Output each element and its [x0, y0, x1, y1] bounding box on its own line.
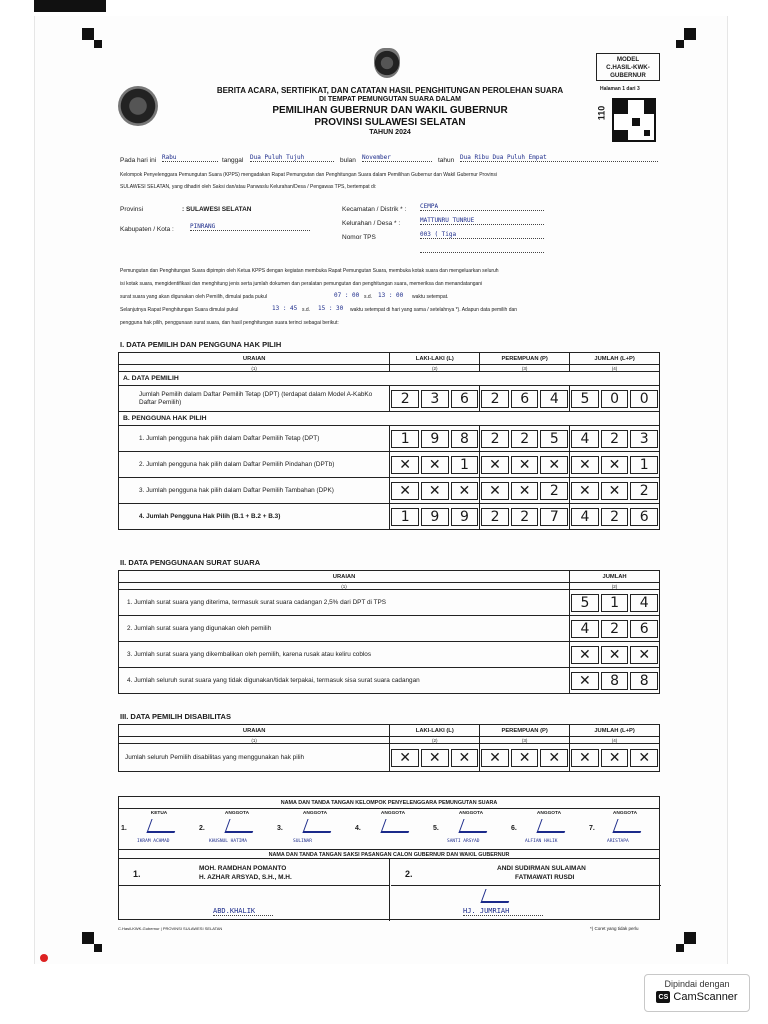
digit-box[interactable]: 7 [540, 508, 568, 526]
end-time-2: 15 : 30 [318, 305, 344, 312]
category-b-label: B. PENGGUNA HAK PILIH [119, 412, 660, 426]
digit-box[interactable]: ✕ [571, 482, 599, 500]
member-number: 2. [199, 825, 205, 832]
saksi-slot[interactable] [119, 859, 390, 921]
col-number: (2) [390, 365, 480, 372]
digit-box[interactable]: 8 [451, 430, 479, 448]
digit-box[interactable]: ✕ [391, 456, 419, 474]
member-name: SULINAR [293, 839, 312, 844]
signature-scribble [612, 819, 645, 833]
member-role: ANGGOTA [224, 811, 250, 816]
registration-mark [676, 40, 684, 48]
province-emblem-icon [118, 86, 158, 126]
digit-box[interactable]: ✕ [451, 482, 479, 500]
col-jumlah: JUMLAH (L+P) [570, 725, 660, 737]
camscanner-badge [644, 974, 750, 1012]
digit-box[interactable]: 4 [630, 594, 658, 612]
digit-cells [390, 426, 480, 452]
member-role: ANGGOTA [612, 811, 638, 816]
registration-mark [94, 40, 102, 48]
col-number: (3) [480, 737, 570, 744]
digit-cells [570, 386, 660, 412]
page-indicator: Halaman 1 dari 3 [600, 86, 640, 92]
digit-cells [570, 668, 660, 694]
signature-scribble [146, 819, 179, 833]
digit-box[interactable]: ✕ [571, 749, 599, 767]
member-name: ALFIAN HALIK [525, 839, 558, 844]
col-number: (2) [390, 737, 480, 744]
registration-mark [684, 28, 696, 40]
col-uraian: URAIAN [119, 725, 390, 737]
digit-cells [390, 452, 480, 478]
digit-box[interactable]: 2 [630, 482, 658, 500]
document-title-line3: PEMILIHAN GUBERNUR DAN WAKIL GUBERNUR [272, 105, 508, 116]
digit-box[interactable]: 2 [391, 390, 419, 408]
qr-code-icon [612, 98, 656, 142]
digit-box[interactable]: 3 [630, 430, 658, 448]
digit-box[interactable]: ✕ [421, 456, 449, 474]
digit-box[interactable]: 6 [630, 508, 658, 526]
col-number: (2) [570, 583, 660, 590]
member-name: SANTI ARSYAD [447, 839, 480, 844]
digit-cells [570, 426, 660, 452]
registration-mark [676, 944, 684, 952]
tanggal-label: tanggal [222, 157, 244, 164]
member-number: 3. [277, 825, 283, 832]
member-number: 6. [511, 825, 517, 832]
divider [119, 885, 390, 886]
member-role: ANGGOTA [380, 811, 406, 816]
col-number: (4) [570, 365, 660, 372]
digit-cells [480, 504, 570, 530]
body-paragraph-3: surat suara yang akan digunakan oleh Pemilih, dimulai pada pukul [120, 294, 268, 300]
nomor-tps-label: Nomor TPS [342, 234, 376, 241]
saksi-signature-name: ABD.KHALIK [213, 907, 273, 916]
digit-box[interactable]: 9 [451, 508, 479, 526]
member-number: 4. [355, 825, 361, 832]
digit-box[interactable]: ✕ [481, 482, 509, 500]
digit-cells [390, 386, 480, 412]
digit-box[interactable]: ✕ [391, 749, 419, 767]
col-number: (1) [119, 365, 390, 372]
model-line: C.HASIL-KWK- [606, 64, 650, 71]
digit-cells [480, 426, 570, 452]
digit-box[interactable]: 2 [601, 430, 629, 448]
col-number: (1) [119, 583, 570, 590]
signature-slot[interactable] [431, 811, 508, 849]
digit-box[interactable]: ✕ [601, 482, 629, 500]
digit-box[interactable]: ✕ [601, 456, 629, 474]
saksi-signature-heading: NAMA DAN TANDA TANGAN SAKSI PASANGAN CALON GUBERNUR DAN WAKIL GUBERNUR [119, 849, 659, 859]
col-number: (1) [119, 737, 390, 744]
digit-box[interactable]: 2 [601, 508, 629, 526]
saksi-candidate-2: H. AZHAR ARSYAD, S.H., M.H. [199, 874, 292, 881]
digit-box[interactable]: ✕ [540, 749, 568, 767]
model-line: MODEL [616, 56, 640, 63]
nomor-tps-value: 003 ( Tiga [420, 231, 544, 239]
waktu-setempat-1: waktu setempat. [412, 294, 449, 300]
signature-slot[interactable] [119, 811, 196, 849]
digit-box[interactable]: 0 [601, 390, 629, 408]
signature-scribble [380, 819, 413, 833]
col-laki-laki: LAKI-LAKI (L) [390, 353, 480, 365]
digit-box[interactable]: 6 [511, 390, 539, 408]
digit-box[interactable]: 4 [571, 508, 599, 526]
member-role: ANGGOTA [458, 811, 484, 816]
digit-cells [480, 478, 570, 504]
digit-cells [480, 744, 570, 772]
digit-box[interactable]: 9 [421, 508, 449, 526]
digit-box[interactable]: 1 [601, 594, 629, 612]
signature-slot[interactable] [275, 811, 352, 849]
document-title-line4: PROVINSI SULAWESI SELATAN [314, 117, 466, 128]
signature-scribble [480, 889, 513, 903]
digit-cells [390, 478, 480, 504]
col-number: (4) [570, 737, 660, 744]
row-label-total: 4. Jumlah Pengguna Hak Pilih (B.1 + B.2 + B.3) [119, 504, 390, 530]
signature-scribble [224, 819, 257, 833]
model-code-box [596, 53, 660, 81]
signature-slot[interactable] [197, 811, 274, 849]
section-1-table [118, 352, 660, 530]
divider [391, 885, 661, 886]
section-3-table [118, 724, 660, 772]
body-paragraph-2: isi kotak suara, mengidentifikasi dan menghitung jenis serta jumlah dokumen dan peralatan pemungutan dan penghitungan suara, memeriksa dan menandatangani [120, 281, 483, 287]
body-paragraph-4b: waktu setempat di hari yang sama / setelahnya *). Adapun data pemilih dan [350, 307, 518, 313]
member-role: KETUA [150, 811, 168, 816]
digit-box[interactable]: ✕ [391, 482, 419, 500]
digit-box[interactable]: 2 [601, 620, 629, 638]
digit-box[interactable]: 4 [571, 620, 599, 638]
sd-label: s.d. [364, 294, 373, 300]
saksi-candidate-1: MOH. RAMDHAN POMANTO [199, 865, 287, 872]
signature-scribble [536, 819, 569, 833]
digit-box[interactable]: ✕ [421, 749, 449, 767]
digit-box[interactable]: ✕ [571, 456, 599, 474]
digit-box[interactable]: ✕ [571, 646, 599, 664]
digit-box[interactable]: 3 [421, 390, 449, 408]
camscanner-caption: Dipindai dengan [664, 979, 730, 989]
body-paragraph-4: Selanjutnya Rapat Penghitungan Suara dimulai pukul [120, 307, 239, 313]
row-label: Jumlah Pemilih dalam Daftar Pemilih Tetap (DPT) (terdapat dalam Model A-KabKo Daftar Pemilih) [119, 386, 390, 412]
kelurahan-label: Kelurahan / Desa * : [342, 220, 401, 227]
row-label: 3. Jumlah pengguna hak pilih dalam Daftar Pemilih Tambahan (DPK) [119, 478, 390, 504]
col-jumlah: JUMLAH [570, 571, 660, 583]
row-label: 2. Jumlah pengguna hak pilih dalam Daftar Pemilih Pindahan (DPTb) [119, 452, 390, 478]
saksi-signature-name: HJ. JUMRIAH [463, 907, 543, 916]
col-uraian: URAIAN [119, 571, 570, 583]
category-a-label: A. DATA PEMILIH [119, 372, 660, 386]
saksi-candidate-1: ANDI SUDIRMAN SULAIMAN [497, 865, 586, 872]
saksi-number: 2. [405, 869, 413, 879]
saksi-number: 1. [133, 869, 141, 879]
digit-cells [570, 478, 660, 504]
col-perempuan: PEREMPUAN (P) [480, 725, 570, 737]
digit-cells [570, 642, 660, 668]
document-title-line1: BERITA ACARA, SERTIFIKAT, DAN CATATAN HASIL PENGHITUNGAN PEROLEHAN SUARA [216, 86, 564, 95]
digit-box[interactable]: 2 [511, 508, 539, 526]
digit-box[interactable]: ✕ [421, 482, 449, 500]
digit-box[interactable]: 2 [481, 508, 509, 526]
member-number: 7. [589, 825, 595, 832]
digit-cells [570, 590, 660, 616]
digit-box[interactable]: 2 [481, 390, 509, 408]
digit-box[interactable]: ✕ [511, 749, 539, 767]
col-uraian: URAIAN [119, 353, 390, 365]
kecamatan-label: Kecamatan / Distrik * : [342, 206, 407, 213]
row-label: 1. Jumlah pengguna hak pilih dalam Daftar Pemilih Tetap (DPT) [119, 426, 390, 452]
footer-left: C.Hasil-KWK-Gubernur | PROVINSI SULAWESI SELATAN [118, 926, 223, 931]
section-3-heading: III. DATA PEMILIH DISABILITAS [120, 712, 231, 721]
col-perempuan: PEREMPUAN (P) [480, 353, 570, 365]
digit-box[interactable]: ✕ [481, 749, 509, 767]
digit-box[interactable]: ✕ [630, 646, 658, 664]
digit-box[interactable]: 4 [540, 390, 568, 408]
tps-extra-line [420, 252, 544, 253]
digit-box[interactable]: 1 [391, 508, 419, 526]
digit-box[interactable]: 9 [421, 430, 449, 448]
kecamatan-value: CEMPA [420, 203, 544, 211]
start-time-1: 07 : 00 [334, 292, 360, 299]
pada-hari-ini-label: Pada hari ini [120, 157, 157, 164]
signature-scribble [302, 819, 335, 833]
camscanner-brand [645, 991, 749, 1003]
member-name: KHUSNUL HATIMA [209, 839, 247, 844]
body-paragraph-5: pengguna hak pilih, penggunaan surat suara, dan hasil penghitungan suara terinci sebagai berikut: [120, 320, 339, 326]
scan-edge-mark [34, 0, 106, 12]
section-1-heading: I. DATA PEMILIH DAN PENGGUNA HAK PILIH [120, 340, 282, 349]
bulan-label: bulan [340, 157, 356, 164]
digit-box[interactable]: 1 [391, 430, 419, 448]
signature-slot[interactable] [587, 811, 661, 849]
model-line: GUBERNUR [610, 72, 646, 79]
document-title-line5: TAHUN 2024 [369, 129, 411, 136]
signature-slot[interactable] [353, 811, 430, 849]
saksi-slot[interactable] [391, 859, 661, 921]
digit-cells [480, 386, 570, 412]
row-label: 4. Jumlah seluruh surat suara yang tidak digunakan/tidak terpakai, termasuk sisa surat suara cadangan [119, 668, 570, 694]
sd-label-2: s.d. [302, 307, 311, 313]
kpps-signature-heading: NAMA DAN TANDA TANGAN KELOMPOK PENYELENGGARA PEMUNGUTAN SUARA [119, 797, 659, 809]
digit-box[interactable]: ✕ [601, 646, 629, 664]
registration-mark [94, 944, 102, 952]
tahun-label: tahun [438, 157, 455, 164]
col-number: (3) [480, 365, 570, 372]
kpu-logo-icon [374, 48, 400, 78]
kabupaten-label: Kabupaten / Kota : [120, 226, 174, 233]
digit-cells [390, 504, 480, 530]
document-title-line2: DI TEMPAT PEMUNGUTAN SUARA DALAM [318, 96, 462, 103]
section-2-table [118, 570, 660, 694]
digit-cells [480, 452, 570, 478]
digit-box[interactable]: 2 [511, 430, 539, 448]
digit-box[interactable]: 1 [630, 456, 658, 474]
row-label: 1. Jumlah surat suara yang diterima, termasuk surat suara cadangan 2,5% dari DPT di TPS [119, 590, 570, 616]
digit-box[interactable]: ✕ [601, 749, 629, 767]
member-name: IKRAM ACHMAD [137, 839, 170, 844]
digit-box[interactable]: 6 [630, 620, 658, 638]
form-code: 110 [596, 105, 607, 121]
red-dot [40, 954, 48, 962]
provinsi-label: Provinsi [120, 206, 144, 213]
digit-box[interactable]: ✕ [511, 482, 539, 500]
start-time-2: 13 : 45 [272, 305, 298, 312]
bulan-value: November [362, 154, 432, 162]
digit-box[interactable]: ✕ [481, 456, 509, 474]
intro-paragraph-2: SULAWESI SELATAN, yang dihadiri oleh Saksi dan/atau Panwaslu Kelurahan/Desa / Pengawas TPS, bertempat di: [120, 184, 377, 190]
digit-box[interactable]: 5 [540, 430, 568, 448]
digit-box[interactable]: ✕ [540, 456, 568, 474]
digit-cells [570, 744, 660, 772]
digit-box[interactable]: ✕ [571, 672, 599, 690]
member-number: 5. [433, 825, 439, 832]
row-label: 3. Jumlah surat suara yang dikembalikan oleh pemilih, karena rusak atau keliru coblos [119, 642, 570, 668]
end-time-1: 13 : 00 [378, 292, 404, 299]
digit-cells [390, 744, 480, 772]
digit-box[interactable]: 2 [540, 482, 568, 500]
digit-box[interactable]: 0 [630, 390, 658, 408]
tahun-value: Dua Ribu Dua Puluh Empat [460, 154, 658, 162]
digit-box[interactable]: 6 [451, 390, 479, 408]
kabupaten-value: PINRANG [190, 223, 310, 231]
member-number: 1. [121, 825, 127, 832]
member-role: ANGGOTA [302, 811, 328, 816]
intro-paragraph: Kelompok Penyelenggara Pemungutan Suara (KPPS) mengadakan Rapat Pemungutan dan Penghitungan Suara dalam Pemilihan Gubernur dan Wakil Gubernur Provinsi [120, 172, 497, 178]
camscanner-name: CamScanner [673, 991, 738, 1003]
digit-cells [570, 504, 660, 530]
digit-cells [570, 452, 660, 478]
row-label: Jumlah seluruh Pemilih disabilitas yang menggunakan hak pilih [119, 744, 390, 772]
signature-scribble [458, 819, 491, 833]
member-name: ARISTAPA [607, 839, 629, 844]
col-laki-laki: LAKI-LAKI (L) [390, 725, 480, 737]
digit-box[interactable]: ✕ [630, 749, 658, 767]
signature-slot[interactable] [509, 811, 586, 849]
footer-note: *) Coret yang tidak perlu [590, 926, 639, 931]
digit-box[interactable]: 5 [571, 594, 599, 612]
digit-box[interactable]: 4 [571, 430, 599, 448]
row-label: 2. Jumlah surat suara yang digunakan oleh pemilih [119, 616, 570, 642]
signature-table [118, 796, 660, 920]
digit-box[interactable]: 2 [481, 430, 509, 448]
body-paragraph-1: Pemungutan dan Penghitungan Suara dipimpin oleh Ketua KPPS dengan kegiatan membuka Rapat Pemungutan Suara, membuka kotak suara dan mengeluarkan seluruh [120, 268, 499, 274]
digit-cells [570, 616, 660, 642]
registration-mark [82, 932, 94, 944]
member-role: ANGGOTA [536, 811, 562, 816]
tanggal-value: Dua Puluh Tujuh [250, 154, 334, 162]
registration-mark [82, 28, 94, 40]
digit-box[interactable]: 5 [571, 390, 599, 408]
digit-box[interactable]: ✕ [451, 749, 479, 767]
digit-box[interactable]: 8 [601, 672, 629, 690]
digit-box[interactable]: 1 [451, 456, 479, 474]
registration-mark [684, 932, 696, 944]
hari-value: Rabu [162, 154, 218, 162]
kelurahan-value: MATTUNRU TUNRUE [420, 217, 544, 225]
digit-box[interactable]: 8 [630, 672, 658, 690]
provinsi-value: : SULAWESI SELATAN [182, 206, 252, 213]
camscanner-logo-icon: CS [656, 991, 670, 1003]
saksi-candidate-2: FATMAWATI RUSDI [515, 874, 575, 881]
digit-box[interactable]: ✕ [511, 456, 539, 474]
section-2-heading: II. DATA PENGGUNAAN SURAT SUARA [120, 558, 261, 567]
col-jumlah: JUMLAH (L+P) [570, 353, 660, 365]
